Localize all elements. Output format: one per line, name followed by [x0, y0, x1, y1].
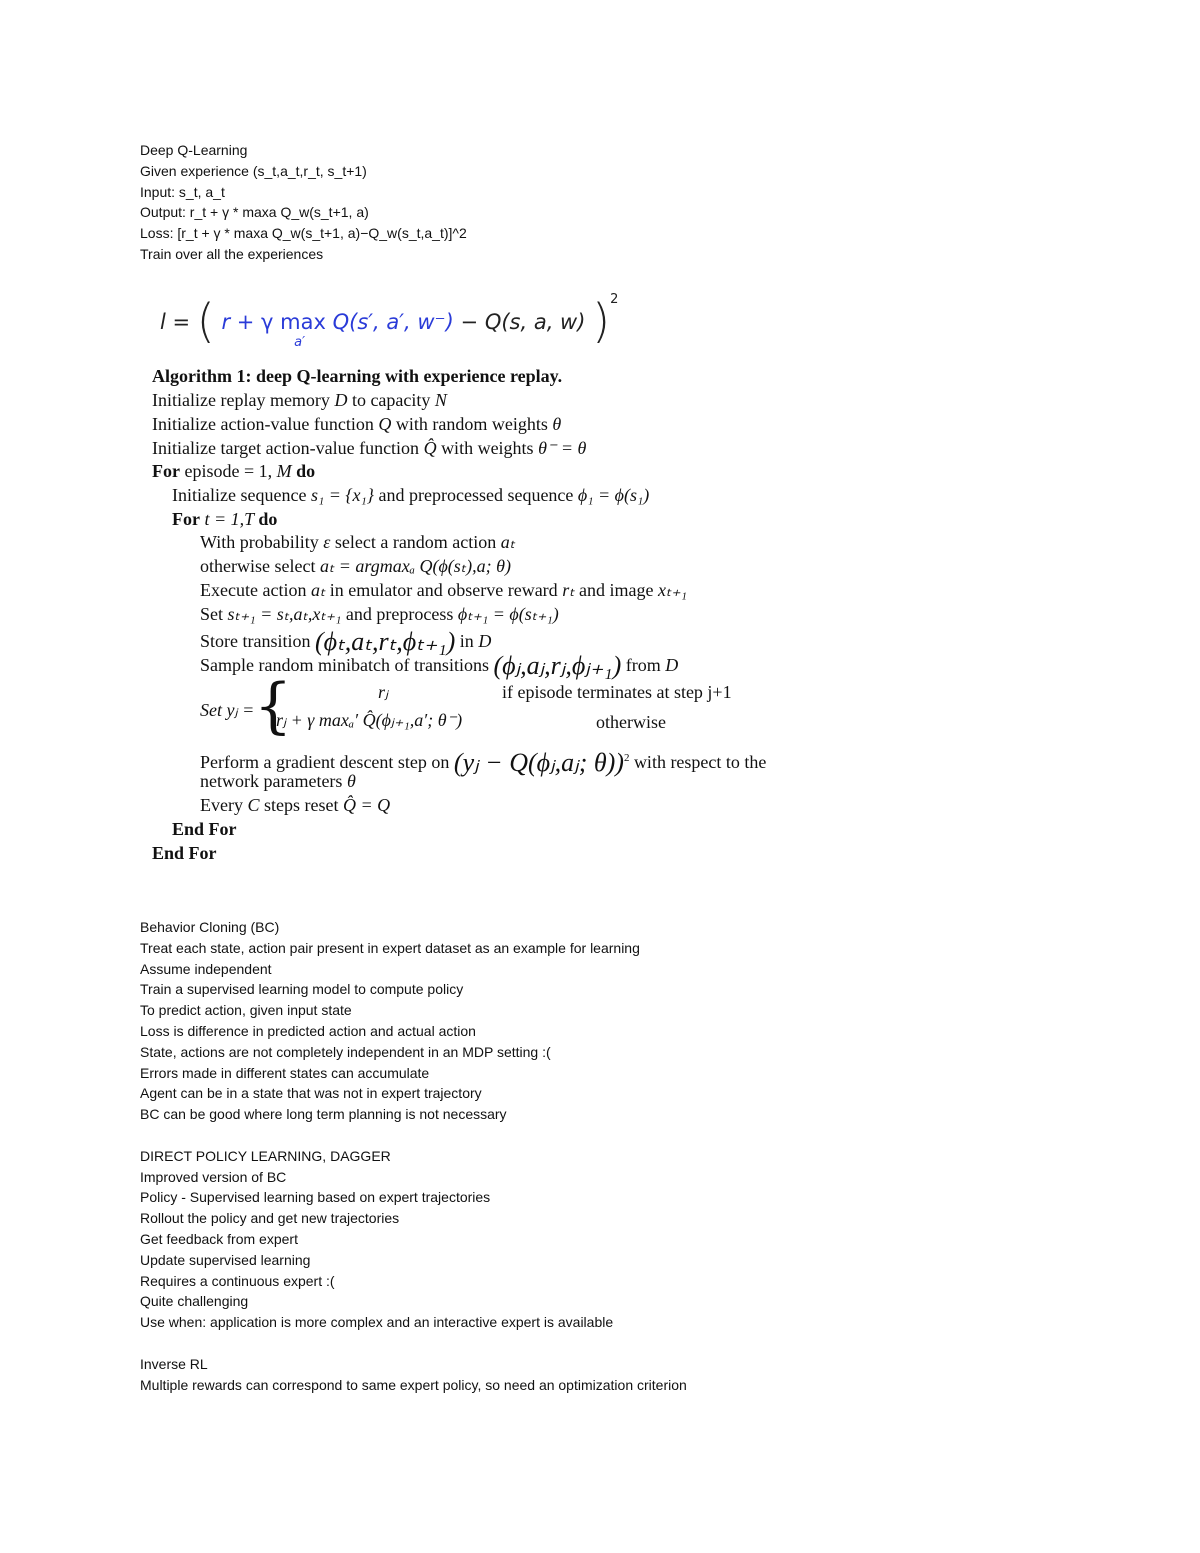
case2-value: rⱼ + γ maxₐ′ Q̂(ϕⱼ₊₁,a′; θ⁻)	[276, 710, 463, 730]
case1-value: rⱼ	[378, 682, 389, 702]
bc-line: State, actions are not completely independent in an MDP setting :(	[140, 1043, 551, 1060]
dagger-line: Requires a continuous expert :(	[140, 1272, 335, 1289]
bc-line: Train a supervised learning model to compute policy	[140, 981, 464, 998]
dagger-line: Quite challenging	[140, 1293, 249, 1310]
bc-line: Errors made in different states can accumulate	[140, 1064, 430, 1081]
algo-line-reset-target: Every C steps reset Q̂ = Q	[200, 795, 391, 815]
case2-condition: otherwise	[596, 712, 666, 732]
dagger-line: Get feedback from expert	[140, 1230, 298, 1247]
cases-brace: {	[254, 671, 293, 741]
section-gap	[140, 1125, 687, 1146]
formula-lhs: l =	[160, 310, 191, 334]
imitation-learning-notes	[140, 917, 687, 1395]
algo-line-episode-loop: For episode = 1, M do	[152, 461, 316, 481]
algo-line-init-q: Initialize action-value function Q with random weights θ	[152, 414, 562, 434]
bc-line: Treat each state, action pair present in expert dataset as an example for learning	[140, 939, 640, 956]
formula-minus: −	[460, 310, 479, 334]
dagger-line: Update supervised learning	[140, 1251, 311, 1268]
algo-line-store-transition: Store transition (ϕₜ,aₜ,rₜ,ϕₜ₊₁) in D	[200, 627, 492, 656]
bc-line: Assume independent	[140, 960, 272, 977]
formula-q-target: Q(s′, a′, w⁻)	[332, 310, 454, 334]
deep-q-learning-notes	[140, 140, 467, 265]
algo-set-yj: Set yⱼ =	[200, 700, 255, 720]
algo-end-for-inner: End For	[172, 819, 237, 839]
formula-max-sub: a′	[294, 335, 306, 350]
algo-line-execute: Execute action aₜ in emulator and observe reward rₜ and image xₜ₊₁	[200, 580, 688, 600]
algo-line-gradient: Perform a gradient descent step on (yⱼ − Q(ϕⱼ,aⱼ; θ))$^2$ with respect to the	[200, 748, 767, 777]
formula-open-paren: (	[196, 294, 215, 348]
algo-line-set-preprocess: Set sₜ₊₁ = sₜ,aₜ,xₜ₊₁ and preprocess ϕₜ₊₁ = ϕ(sₜ₊₁)	[200, 604, 559, 624]
loss-formula	[160, 292, 618, 352]
note-line: Input: s_t, a_t	[140, 183, 225, 200]
section-gap	[140, 1333, 687, 1354]
algo-line-network-params: network parameters θ	[200, 771, 356, 791]
dagger-line: Rollout the policy and get new trajectories	[140, 1210, 400, 1227]
irl-line: Multiple rewards can correspond to same expert policy, so need an optimization criterion	[140, 1376, 687, 1393]
bc-heading: Behavior Cloning (BC)	[140, 919, 280, 935]
algo-line-with-prob: With probability ε select a random action aₜ	[200, 532, 516, 552]
algo-line-t-loop: For t = 1,T do	[172, 509, 278, 529]
algorithm-title: Algorithm 1: deep Q-learning with experience replay.	[152, 366, 563, 386]
note-line: Given experience (s_t,a_t,r_t, s_t+1)	[140, 162, 367, 179]
dagger-heading: DIRECT POLICY LEARNING, DAGGER	[140, 1147, 391, 1164]
formula-max-word: max	[280, 310, 326, 334]
formula-q-online: Q(s, a, w)	[484, 310, 586, 334]
bc-line: Agent can be in a state that was not in expert trajectory	[140, 1085, 482, 1102]
algo-line-init-replay: Initialize replay memory D to capacity N	[152, 390, 447, 410]
dagger-line: Improved version of BC	[140, 1168, 287, 1185]
note-line: Output: r_t + γ * maxa Q_w(s_t+1, a)	[140, 204, 369, 221]
note-line: Train over all the experiences	[140, 245, 324, 262]
bc-line: To predict action, given input state	[140, 1002, 352, 1019]
algo-line-init-target: Initialize target action-value function Q̂ with weights θ⁻ = θ	[152, 438, 587, 458]
algo-end-for-outer: End For	[152, 843, 217, 863]
formula-plus-gamma: + γ	[236, 310, 274, 334]
bc-line: Loss is difference in predicted action and actual action	[140, 1022, 476, 1039]
case1-condition: if episode terminates at step j+1	[502, 682, 732, 702]
formula-exponent: 2	[610, 292, 619, 307]
formula-close-paren: )	[592, 294, 611, 348]
algo-line-sample-minibatch: Sample random minibatch of transitions (ϕⱼ,aⱼ,rⱼ,ϕⱼ₊₁) from D	[200, 651, 679, 680]
note-line: Loss: [r_t + γ * maxa Q_w(s_t+1, a)−Q_w(s_t,a_t)]^2	[140, 225, 467, 242]
formula-max	[280, 310, 326, 350]
irl-heading: Inverse RL	[140, 1355, 208, 1372]
bc-line: BC can be good where long term planning is not necessary	[140, 1106, 507, 1123]
algo-line-otherwise-select: otherwise select aₜ = argmaxₐ Q(ϕ(sₜ),a; θ)	[200, 556, 511, 576]
formula-r: r	[221, 310, 231, 334]
note-title: Deep Q-Learning	[140, 142, 248, 158]
algo-line-init-seq: Initialize sequence s₁ = {x₁} and preprocessed sequence ϕ₁ = ϕ(s₁)	[172, 485, 650, 505]
dagger-line: Use when: application is more complex and an interactive expert is available	[140, 1314, 614, 1331]
dagger-line: Policy - Supervised learning based on expert trajectories	[140, 1189, 491, 1206]
